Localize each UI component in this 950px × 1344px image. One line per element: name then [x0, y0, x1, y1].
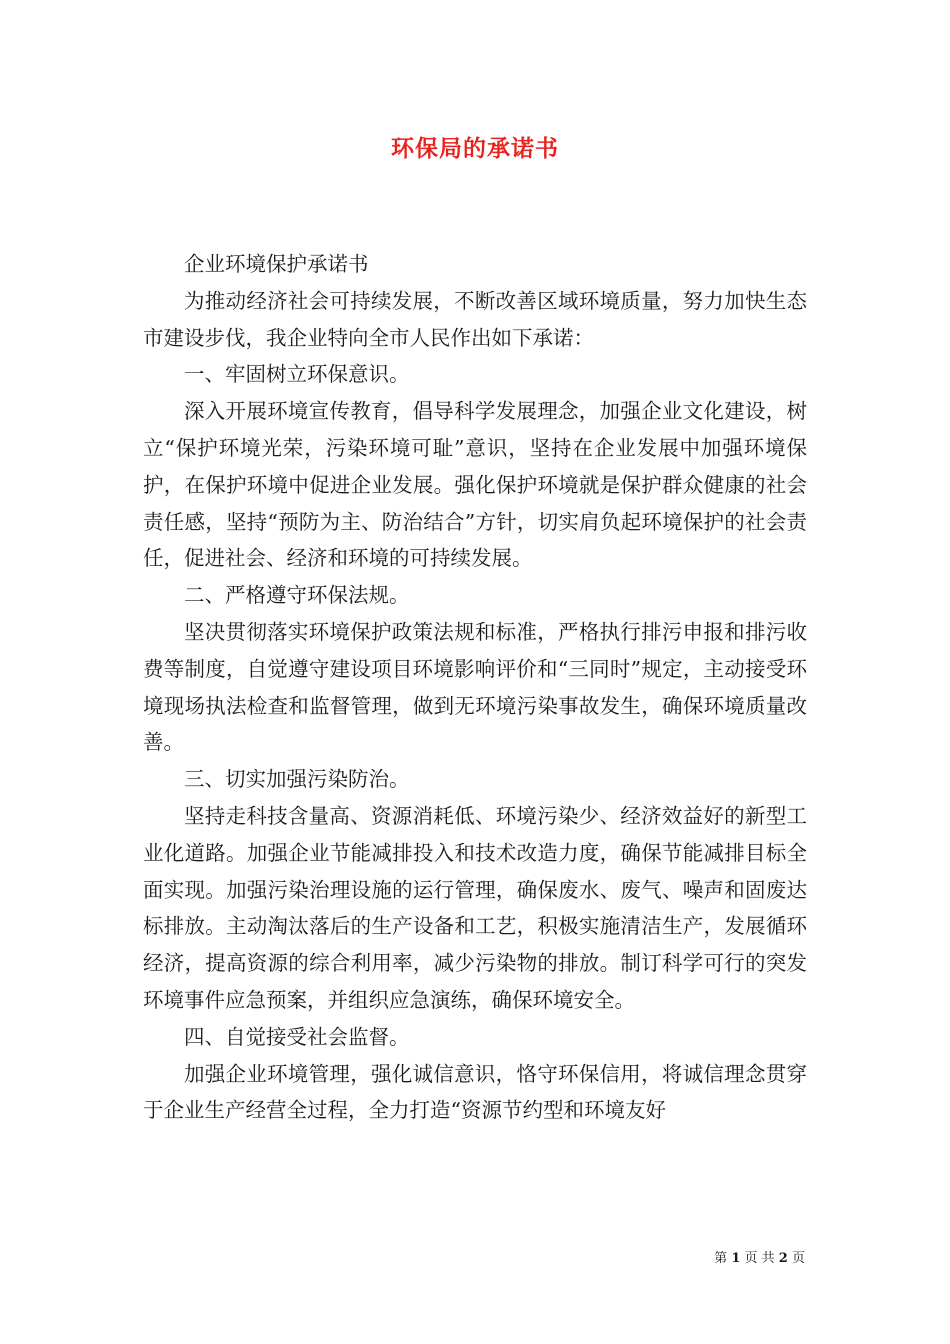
total-pages-number: 2: [778, 1251, 788, 1266]
intro-paragraph: 为推动经济社会可持续发展，不断改善区域环境质量，努力加快生态市建设步伐，我企业特向全市人民作出如下承诺：: [143, 288, 807, 350]
section-heading-3: 三、切实加强污染防治。: [184, 767, 410, 792]
footer-middle: 页 共: [744, 1251, 775, 1266]
footer-prefix: 第: [714, 1251, 728, 1266]
current-page-number: 1: [731, 1251, 741, 1266]
section-heading-2: 二、严格遵守环保法规。: [184, 583, 410, 608]
section-body-4: 加强企业环境管理，强化诚信意识，恪守环保信用，将诚信理念贯穿于企业生产经营全过程，全力打造“资源节约型和环境友好: [143, 1061, 807, 1123]
section-body-3: 坚持走科技含量高、资源消耗低、环境污染少、经济效益好的新型工业化道路。加强企业节能减排投入和技术改造力度，确保节能减排目标全面实现。加强污染治理设施的运行管理，确保废水、废气、噪声和固废达标排放。主动淘汰落后的生产设备和工艺，积极实施清洁生产，发展循环经济，提高资源的综合利用率，减少污染物的排放。制订科学可行的突发环境事件应急预案，并组织应急演练，确保环境安全。: [143, 803, 807, 1012]
section-heading-1: 一、牢固树立环保意识。: [184, 362, 410, 387]
document-title: 环保局的承诺书: [391, 135, 559, 162]
subtitle-paragraph: 企业环境保护承诺书: [184, 252, 369, 276]
section-body-1: 深入开展环境宣传教育，倡导科学发展理念，加强企业文化建设，树立“保护环境光荣，污染环境可耻”意识，坚持在企业发展中加强环境保护，在保护环境中促进企业发展。强化保护环境就是保护群众健康的社会责任感，坚持“预防为主、防治结合”方针，切实肩负起环境保护的社会责任，促进社会、经济和环境的可持续发展。: [143, 399, 807, 571]
page-footer: [714, 1247, 805, 1266]
footer-suffix: 页: [791, 1251, 805, 1266]
document-body: [143, 246, 807, 1129]
section-heading-4: 四、自觉接受社会监督。: [184, 1024, 410, 1049]
section-body-2: 坚决贯彻落实环境保护政策法规和标准，严格执行排污申报和排污收费等制度，自觉遵守建设项目环境影响评价和“三同时”规定，主动接受环境现场执法检查和监督管理，做到无环境污染事故发生，确保环境质量改善。: [143, 619, 807, 755]
